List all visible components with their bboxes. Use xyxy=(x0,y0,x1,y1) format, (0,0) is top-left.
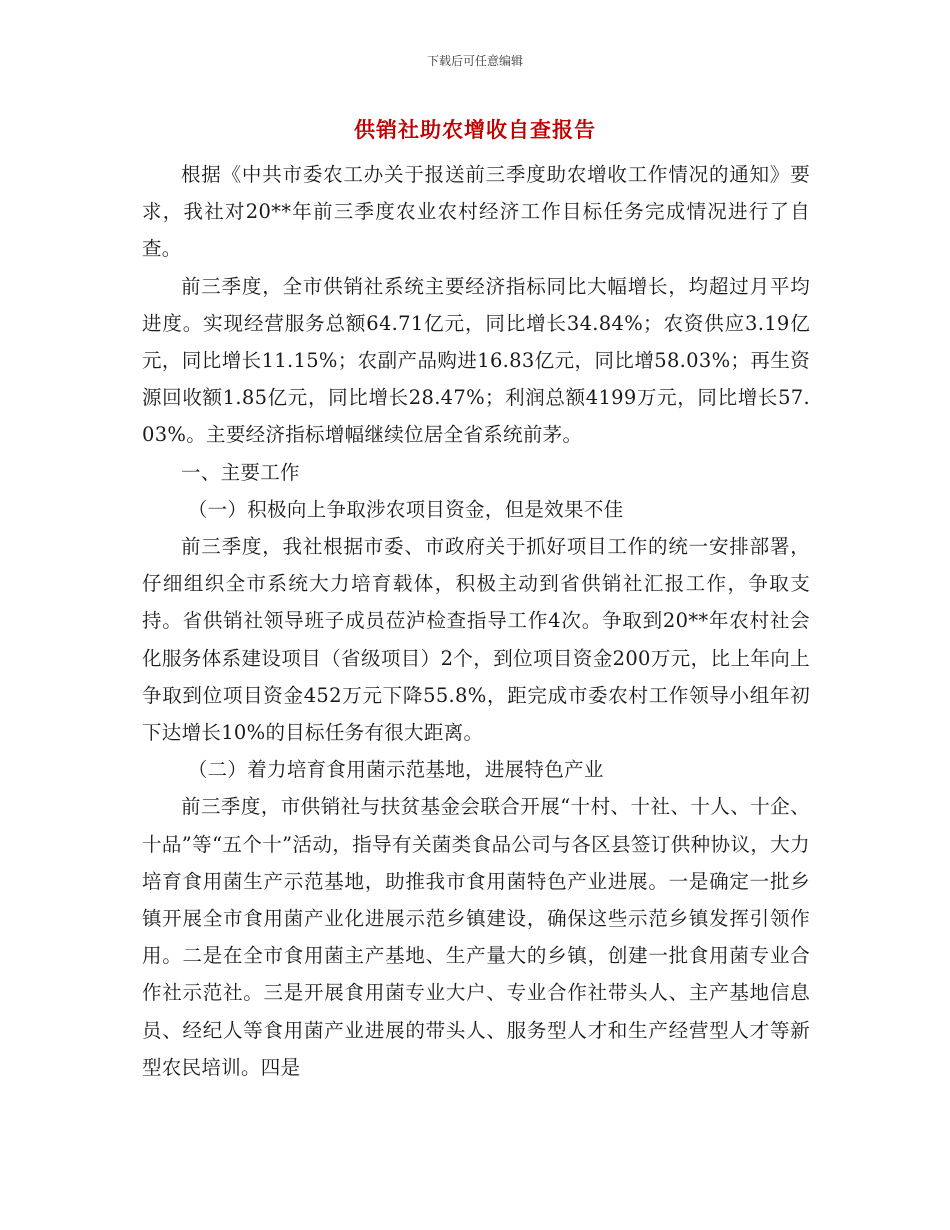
paragraph-intro: 根据《中共市委农工办关于报送前三季度助农增收工作情况的通知》要求，我社对20**年前三季度农业农村经济工作目标任务完成情况进行了自查。 xyxy=(142,163,810,261)
subsection-heading-project-funds: （一）积极向上争取涉农项目资金，但是效果不佳 xyxy=(187,497,624,521)
paragraph-project-funds: 前三季度，我社根据市委、市政府关于抓好项目工作的统一安排部署，仔细组织全市系统大力培育载体，积极主动到省供销社汇报工作，争取支持。省供销社领导班子成员莅泸检查指导工作4次。争取到20**年农村社会化服务体系建设项目（省级项目）2个，到位项目资金200万元，比上年向上争取到位项目资金452万元下降55.8%，距完成市委农村工作领导小组年初下达增长10%的目标任务有很大距离。 xyxy=(142,535,810,745)
paragraph-overview: 前三季度，全市供销社系统主要经济指标同比大幅增长，均超过月平均进度。实现经营服务总额64.71亿元，同比增长34.84%；农资供应3.19亿元，同比增长11.15%；农副产品购进16.83亿元，同比增58.03%；再生资源回收额1.85亿元，同比增长28.47%；利润总额4199万元，同比增长57.03%。主要经济指标增幅继续位居全省系统前茅。 xyxy=(142,274,810,447)
document-title: 供销社助农增收自查报告 xyxy=(354,117,596,142)
document-body xyxy=(142,156,810,1086)
section-heading-main-work: 一、主要工作 xyxy=(181,460,300,484)
subsection-heading-mushroom-base: （二）着力培育食用菌示范基地，进展特色产业 xyxy=(187,758,604,782)
paragraph-mushroom-base: 前三季度，市供销社与扶贫基金会联合开展“十村、十社、十人、十企、十品”等“五个十”活动，指导有关菌类食品公司与各区县签订供种协议，大力培育食用菌生产示范基地，助推我市食用菌特色产业进展。一是确定一批乡镇开展全市食用菌产业化进展示范乡镇建设，确保这些示范乡镇发挥引领作用。二是在全市食用菌主产基地、生产量大的乡镇，创建一批食用菌专业合作社示范社。三是开展食用菌专业大户、专业合作社带头人、主产基地信息员、经纪人等食用菌产业进展的带头人、服务型人才和生产经营型人才等新型农民培训。四是 xyxy=(142,795,810,1079)
page-header-note: 下载后可任意编辑 xyxy=(426,54,523,68)
